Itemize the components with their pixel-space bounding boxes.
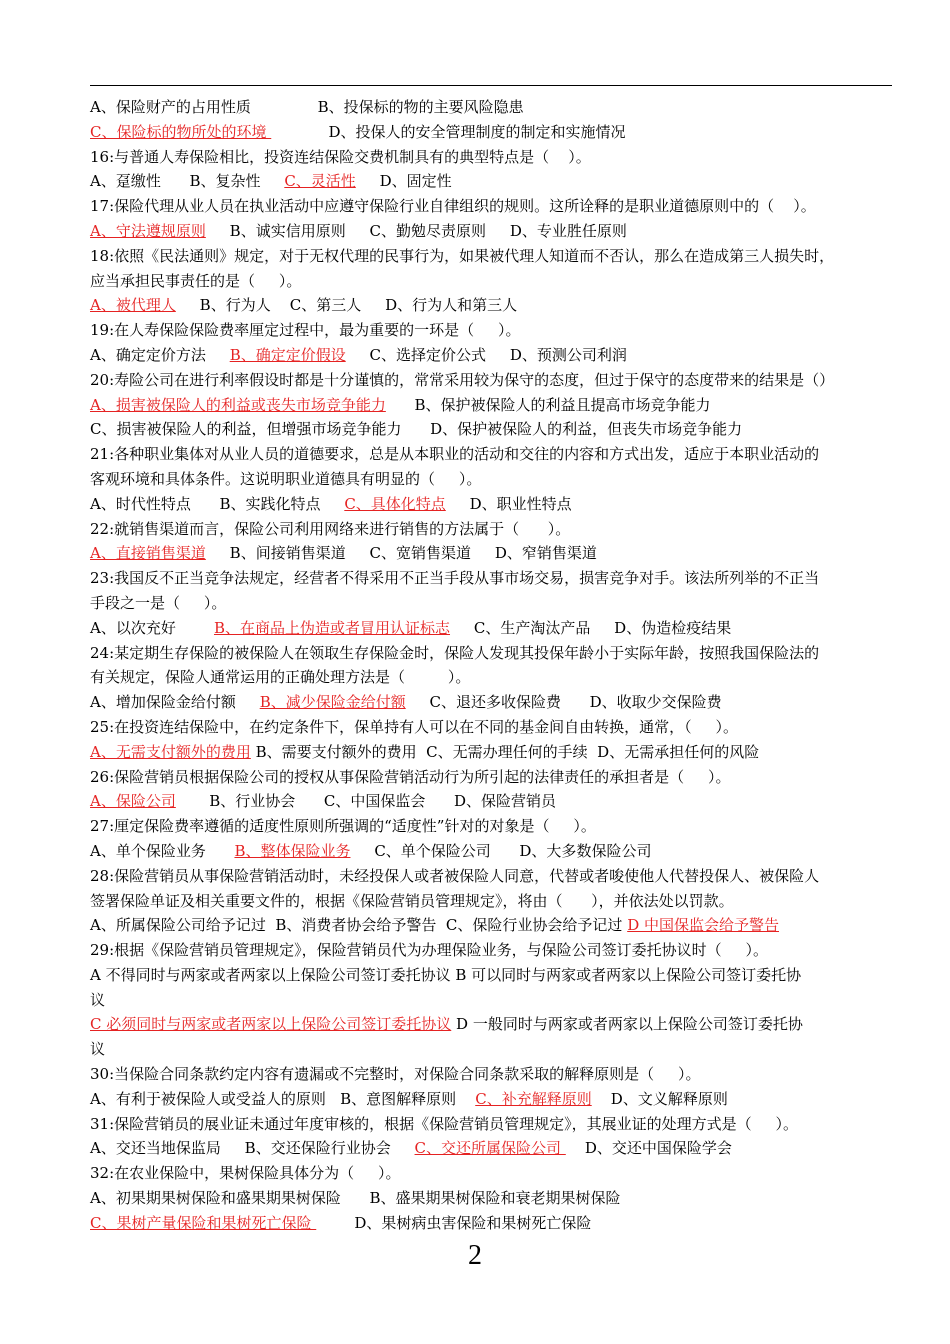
text-segment: C、损害被保险人的利益，但增强市场竞争能力 D、保护被保险人的利益，但丧失市场竞争能力 — [90, 420, 743, 439]
text-segment: A、交还当地保监局 B、交还保险行业协会 — [90, 1139, 415, 1158]
text-segment: A、所属保险公司给予记过 B、消费者协会给予警告 C、保险行业协会给予记过 — [90, 916, 628, 935]
text-segment: 30:当保险合同条款约定内容有遗漏或不完整时，对保险合同条款采取的解释原则是（ ）。 — [90, 1065, 701, 1084]
text-segment: A、单个保险业务 — [90, 841, 235, 860]
text-line — [90, 740, 895, 765]
page-number: 2 — [468, 1240, 482, 1271]
text-line — [90, 665, 895, 690]
text-line — [90, 293, 895, 318]
text-segment: 29:根据《保险营销员管理规定》，保险营销员代为办理保险业务，与保险公司签订委托协议时（ ）。 — [90, 941, 768, 960]
text-line — [90, 417, 895, 442]
text-segment: 议 — [90, 1040, 106, 1059]
text-segment: B、诚实信用原则 C、勤勉尽责原则 D、专业胜任原则 — [205, 221, 627, 240]
text-segment: B、保护被保险人的利益且提高市场竞争能力 — [385, 395, 711, 414]
text-line — [90, 1186, 895, 1211]
text-segment: A 不得同时与两家或者两家以上保险公司签订委托协议 B 可以同时与两家或者两家以上保险公司签订委托协 — [90, 965, 802, 984]
text-line — [90, 591, 895, 616]
text-segment: C、退还多收保险费 D、收取少交保险费 — [405, 693, 722, 712]
text-line — [90, 1112, 895, 1137]
question-list — [90, 95, 895, 1236]
text-line — [90, 145, 895, 170]
answer-highlight: C、果树产量保险和果树死亡保险 — [90, 1213, 317, 1232]
text-line — [90, 343, 895, 368]
answer-highlight: A、被代理人 — [90, 296, 176, 315]
answer-highlight: C、补充解释原则 — [475, 1089, 592, 1108]
text-line — [90, 566, 895, 591]
text-line — [90, 1012, 895, 1037]
text-line — [90, 765, 895, 790]
text-segment: 签署保险单证及相关重要文件的，根据《保险营销员管理规定》，将由（ ），并依法处以罚款。 — [90, 891, 734, 910]
text-line — [90, 368, 895, 393]
text-segment: 27:厘定保险费率遵循的适度性原则所强调的“适度性”针对的对象是（ ）。 — [90, 817, 596, 836]
text-segment: 23:我国反不正当竞争法规定，经营者不得采用不正当手段从事市场交易，损害竞争对手。该法所列举的不正当 — [90, 569, 820, 588]
text-segment: 16:与普通人寿保险相比，投资连结保险交费机制具有的典型特点是（ ）。 — [90, 147, 591, 166]
text-line — [90, 1161, 895, 1186]
text-segment: 31:保险营销员的展业证未通过年度审核的，根据《保险营销员管理规定》，其展业证的处理方式是（ ）。 — [90, 1114, 798, 1133]
text-segment: C、生产淘汰产品 D、伪造检疫结果 — [450, 618, 732, 637]
answer-highlight: A、直接销售渠道 — [90, 544, 206, 563]
text-line — [90, 492, 895, 517]
text-segment: B、行为人 C、第三人 D、行为人和第三人 — [175, 296, 518, 315]
text-segment: A、有利于被保险人或受益人的原则 B、意图解释原则 — [90, 1089, 476, 1108]
text-segment: C、单个保险公司 D、大多数保险公司 — [350, 841, 652, 860]
text-segment: D、固定性 — [355, 172, 452, 191]
text-segment: D、职业性特点 — [445, 494, 572, 513]
answer-highlight: B、在商品上伪造或者冒用认证标志 — [213, 618, 451, 637]
text-segment: B、间接销售渠道 C、宽销售渠道 D、窄销售渠道 — [205, 544, 597, 563]
text-line — [90, 938, 895, 963]
text-line — [90, 889, 895, 914]
text-segment: D、文义解释原则 — [591, 1089, 728, 1108]
text-segment: 32:在农业保险中，果树保险具体分为（ ）。 — [90, 1164, 401, 1183]
header-rule — [90, 85, 892, 86]
answer-highlight: B、减少保险金给付额 — [259, 693, 406, 712]
text-segment: A、以次充好 — [90, 618, 214, 637]
text-segment: B、需要支付额外的费用 C、无需办理任何的手续 D、无需承担任何的风险 — [250, 742, 760, 761]
text-segment: 议 — [90, 990, 106, 1009]
text-line — [90, 814, 895, 839]
answer-highlight: A、守法遵规原则 — [90, 221, 206, 240]
text-line — [90, 269, 895, 294]
answer-highlight: D 中国保监会给予警告 — [627, 916, 779, 935]
answer-highlight: A、保险公司 — [90, 792, 176, 811]
text-segment: 28:保险营销员从事保险营销活动时，未经投保人或者被保险人同意，代替或者唆使他人代替投保人、被保险人 — [90, 866, 820, 885]
text-line — [90, 318, 895, 343]
text-line — [90, 913, 895, 938]
text-segment: 客观环境和具体条件。这说明职业道德具有明显的（ ）。 — [90, 469, 482, 488]
answer-highlight: C、交还所属保险公司 — [414, 1139, 566, 1158]
text-segment: 17:保险代理从业人员在执业活动中应遵守保险行业自律组织的规则。这所诠释的是职业道德原则中的（ ）。 — [90, 197, 816, 216]
answer-highlight: B、整体保险业务 — [234, 841, 351, 860]
text-segment: 应当承担民事责任的是（ ）。 — [90, 271, 302, 290]
text-segment: A、增加保险金给付额 — [90, 693, 260, 712]
text-segment: D、果树病虫害保险和果树死亡保险 — [316, 1213, 592, 1232]
text-line — [90, 864, 895, 889]
text-segment: 有关规定，保险人通常运用的正确处理方法是（ ）。 — [90, 668, 471, 687]
text-segment: D、交还中国保险学会 — [565, 1139, 732, 1158]
text-segment: A、保险财产的占用性质 B、投保标的物的主要风险隐患 — [90, 98, 524, 116]
text-segment: D 一般同时与两家或者两家以上保险公司签订委托协 — [451, 1015, 803, 1034]
text-line — [90, 988, 895, 1013]
answer-highlight: C 必须同时与两家或者两家以上保险公司签订委托协议 — [90, 1015, 452, 1034]
text-segment: A、时代性特点 B、实践化特点 — [90, 494, 345, 513]
text-line — [90, 1087, 895, 1112]
text-segment: B、行业协会 C、中国保监会 D、保险营销员 — [175, 792, 556, 811]
text-segment: 手段之一是（ ）。 — [90, 593, 227, 612]
text-line — [90, 95, 895, 120]
answer-highlight: A、无需支付额外的费用 — [90, 742, 251, 761]
text-line — [90, 641, 895, 666]
text-segment: 19:在人寿保险保险费率厘定过程中，最为重要的一环是（ ）。 — [90, 321, 521, 340]
text-segment: A、初果期果树保险和盛果期果树保险 B、盛果期果树保险和衰老期果树保险 — [90, 1189, 621, 1208]
text-line — [90, 442, 895, 467]
text-line — [90, 541, 895, 566]
answer-highlight: C、灵活性 — [284, 172, 356, 191]
text-line — [90, 244, 895, 269]
text-segment: 18:依照《民法通则》规定，对于无权代理的民事行为，如果被代理人知道而不否认，那么在造成第三人损失时， — [90, 246, 835, 265]
answer-highlight: C、具体化特点 — [344, 494, 446, 513]
text-line — [90, 1037, 895, 1062]
text-segment: A、趸缴性 B、复杂性 — [90, 172, 285, 191]
answer-highlight: A、损害被保险人的利益或丧失市场竞争能力 — [90, 395, 386, 414]
text-segment: 20:寿险公司在进行利率假设时都是十分谨慎的，常常采用较为保守的态度，但过于保守的态度带来的结果是（） — [90, 370, 835, 389]
text-segment: 26:保险营销员根据保险公司的授权从事保险营销活动行为所引起的法律责任的承担者是（ ）。 — [90, 767, 731, 786]
text-line — [90, 1136, 895, 1161]
text-line — [90, 169, 895, 194]
text-segment: 25:在投资连结保险中，在约定条件下，保单持有人可以在不同的基金间自由转换，通常，（ ）。 — [90, 717, 738, 736]
text-segment: C、选择定价公式 D、预测公司利润 — [345, 345, 627, 364]
answer-highlight: C、保险标的物所处的环境 — [90, 122, 272, 141]
text-segment: A、确定定价方法 — [90, 345, 230, 364]
text-line — [90, 839, 895, 864]
text-line — [90, 467, 895, 492]
text-line — [90, 517, 895, 542]
text-segment: D、投保人的安全管理制度的制定和实施情况 — [271, 122, 626, 141]
text-line — [90, 789, 895, 814]
text-line — [90, 963, 895, 988]
text-line — [90, 690, 895, 715]
text-line — [90, 194, 895, 219]
text-line — [90, 120, 895, 145]
text-line — [90, 1062, 895, 1087]
text-segment: 22:就销售渠道而言，保险公司利用网络来进行销售的方法属于（ ）。 — [90, 519, 571, 538]
answer-highlight: B、确定定价假设 — [229, 345, 346, 364]
text-line — [90, 1211, 895, 1236]
text-line — [90, 616, 895, 641]
text-line — [90, 715, 895, 740]
text-line — [90, 393, 895, 418]
text-segment: 24:某定期生存保险的被保险人在领取生存保险金时，保险人发现其投保年龄小于实际年龄，按照我国保险法的 — [90, 643, 820, 662]
text-line — [90, 219, 895, 244]
text-segment: 21:各种职业集体对从业人员的道德要求，总是从本职业的活动和交往的内容和方式出发，适应于本职业活动的 — [90, 445, 820, 464]
